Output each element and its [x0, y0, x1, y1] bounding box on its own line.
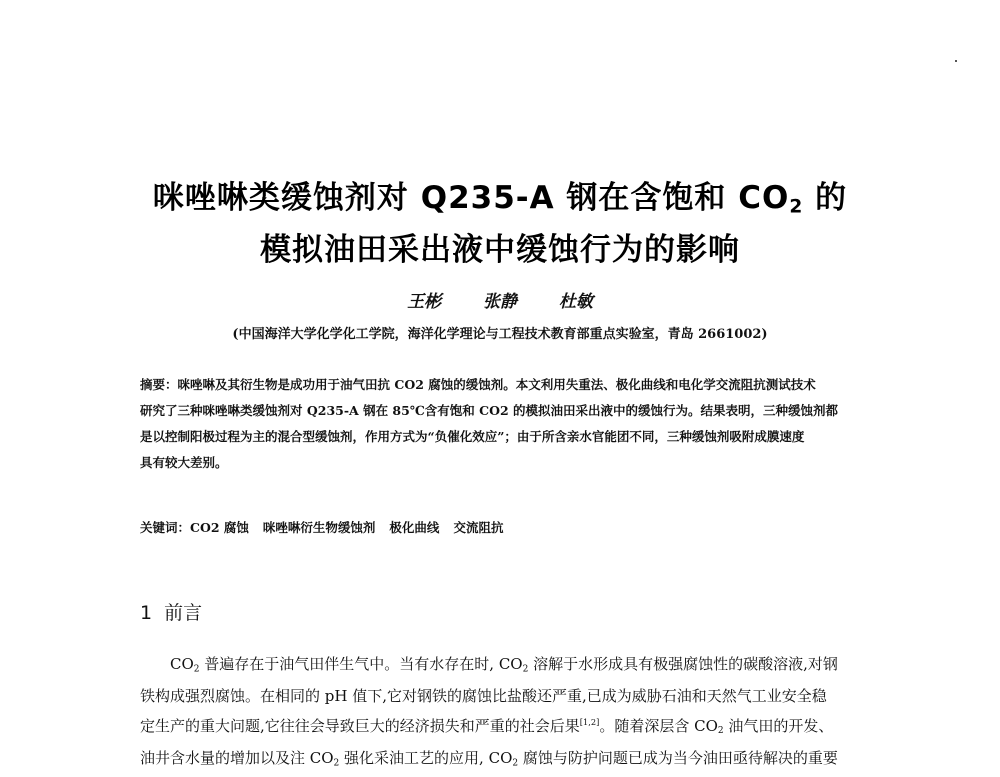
author-name: 王彬 — [407, 292, 442, 312]
title-subscript: 2 — [789, 196, 804, 218]
abstract-line: 具有较大差别。 — [140, 455, 228, 470]
title-text-part: 咪唑啉类缓蚀剂对 Q235-A 钢在含饱和 CO — [152, 180, 790, 216]
keyword: 交流阻抗 — [453, 520, 504, 535]
keyword: CO2 腐蚀 — [190, 520, 249, 535]
affiliation: (中国海洋大学化学化工学院，海洋化学理论与工程技术教育部重点实验室，青岛 2661002) — [232, 327, 768, 342]
body-paragraph — [140, 651, 875, 777]
abstract — [140, 372, 870, 476]
author-list — [0, 287, 1000, 312]
keywords — [140, 518, 870, 536]
paper-title-line-2: 模拟油田采出液中缓蚀行为的影响 — [260, 232, 740, 268]
body-line: $CO_2$ 普遍存在于油气田伴生气中。当有水存在时, $CO_2$ 溶解于水形成具有极强腐蚀性的碳酸溶液,对钢 — [170, 655, 838, 675]
body-line: 定生产的重大问题,它往往会导致巨大的经济损失和严重的社会后果[1,2]。随着深层含 $CO_2$ 油气田的开发、 — [140, 717, 834, 737]
keyword: 咪唑啉衍生物缓蚀剂 — [262, 520, 376, 535]
author-name: 张静 — [483, 292, 517, 312]
keyword: 极化曲线 — [389, 520, 440, 535]
body-line: 铁构成强烈腐蚀。在相同的 pH 值下,它对钢铁的腐蚀比盐酸还严重,已成为威胁石油和天然气工业安全稳 — [140, 686, 827, 705]
keywords-label: 关键词： — [140, 520, 191, 535]
abstract-line: 研究了三种咪唑啉类缓蚀剂对 Q235-A 钢在 85℃含有饱和 CO2 的模拟油田采出液中的缓蚀行为。结果表明，三种缓蚀剂都 — [140, 403, 839, 418]
author-name: 杜敏 — [558, 292, 593, 312]
title-text-part: 的 — [803, 180, 848, 216]
citation-ref: [1,2] — [579, 717, 600, 728]
abstract-line: 摘要：咪唑啉及其衍生物是成功用于油气田抗 CO2 腐蚀的缓蚀剂。本文利用失重法、极化曲线和电化学交流阻抗测试技术 — [140, 377, 816, 392]
abstract-line: 是以控制阳极过程为主的混合型缓蚀剂，作用方式为“负催化效应”；由于所含亲水官能团不同，三种缓蚀剂吸附成膜速度 — [140, 429, 805, 444]
section-title: 前言 — [164, 602, 203, 624]
scan-speck — [955, 60, 957, 62]
section-number: 1 — [140, 602, 153, 624]
section-heading — [140, 598, 202, 625]
paper-title-line-1 — [0, 172, 1000, 218]
body-line: 油井含水量的增加以及注 $CO_2$ 强化采油工艺的应用, $CO_2$ 腐蚀与防护问题已成为当今油田亟待解决的重要 — [140, 748, 838, 769]
abstract-label: 摘要： — [140, 377, 178, 392]
